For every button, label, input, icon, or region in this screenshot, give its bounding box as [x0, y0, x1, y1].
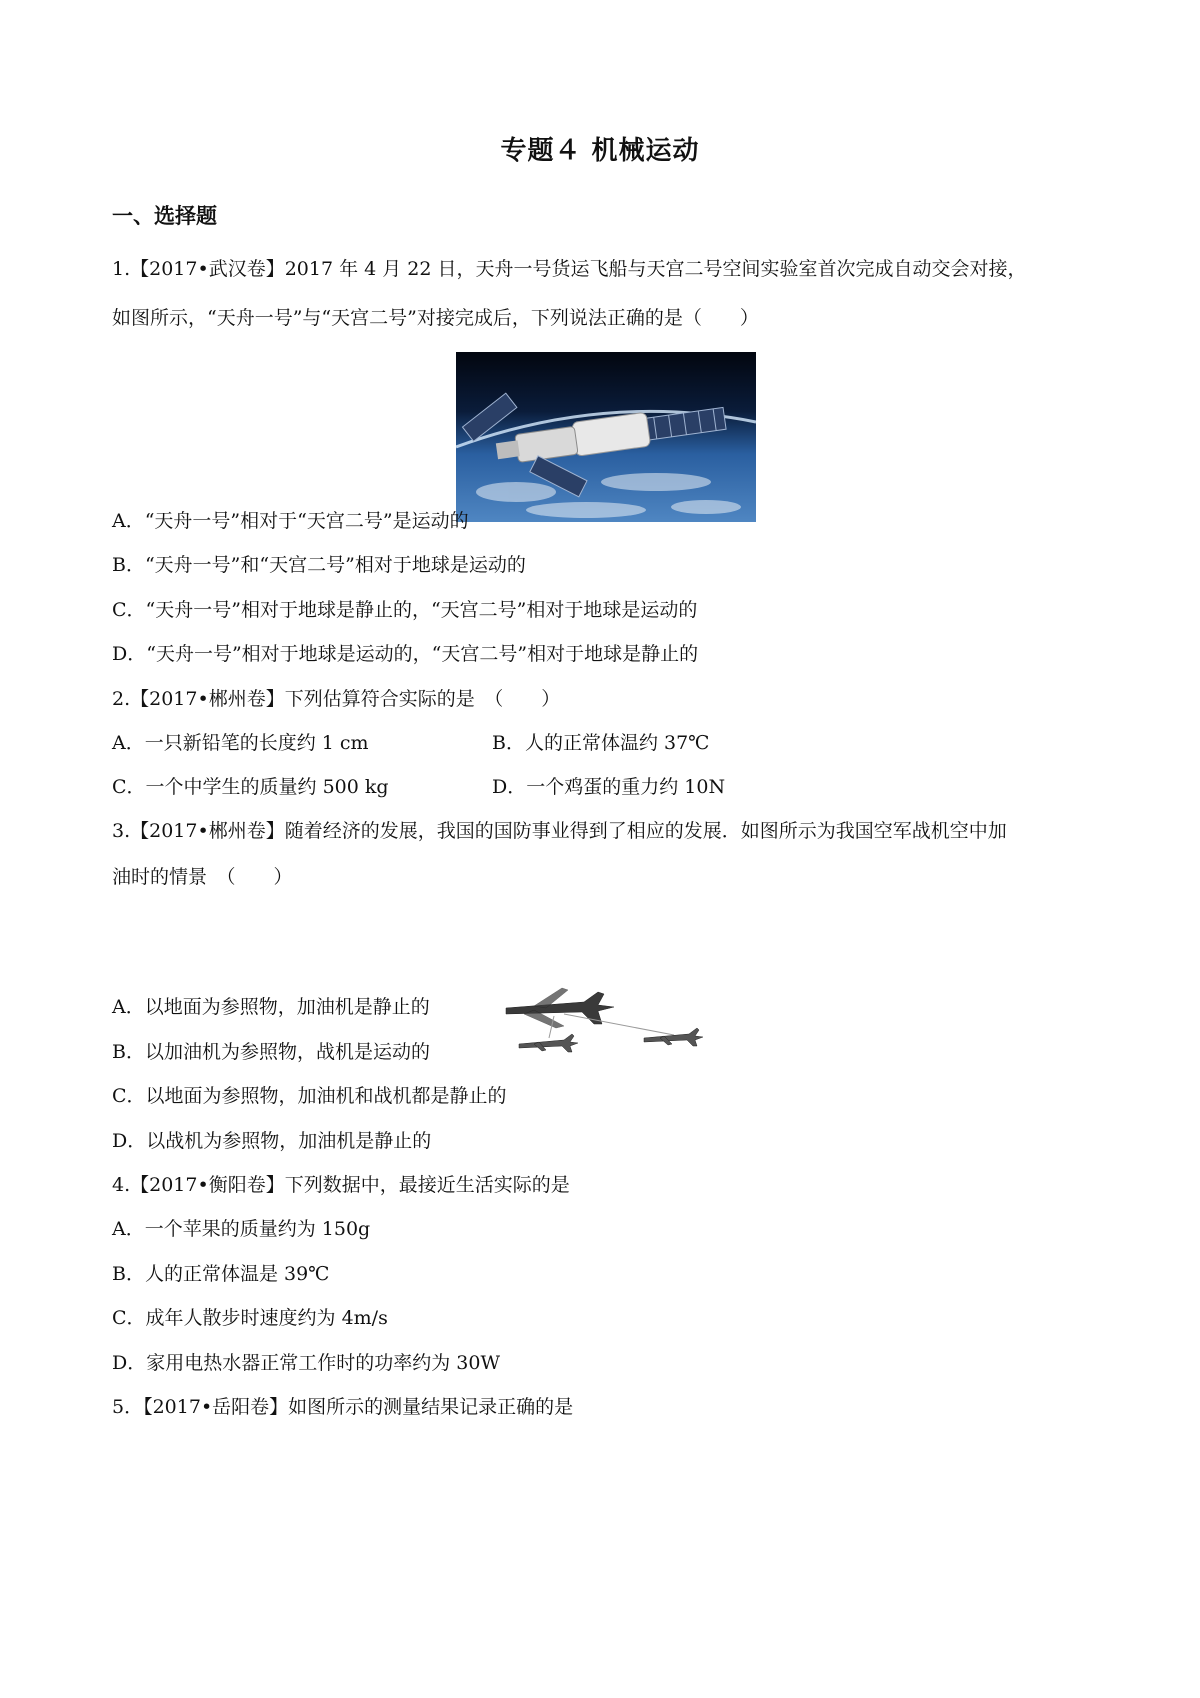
section-heading: 一、选择题 [112, 204, 217, 228]
question-3-option-b: B．以加油机为参照物，战机是运动的 [112, 1041, 430, 1063]
question-1-option-a: A．“天舟一号”相对于“天宫二号”是运动的 [112, 510, 469, 532]
question-1-stem-line-2: 如图所示，“天舟一号”与“天宫二号”对接完成后，下列说法正确的是（ ） [112, 307, 759, 329]
question-1-option-d: D．“天舟一号”相对于地球是运动的，“天宫二号”相对于地球是静止的 [112, 643, 699, 665]
question-3-option-d: D．以战机为参照物，加油机是静止的 [112, 1130, 432, 1152]
question-4-option-a: A．一个苹果的质量约为 150g [112, 1218, 371, 1240]
question-3-stem-line-2: 油时的情景 （ ） [112, 866, 293, 888]
question-1-stem-line-1: 1.【2017•武汉卷】2017 年 4 月 22 日，天舟一号货运飞船与天宫二号空间实验室首次完成自动交会对接， [112, 258, 1027, 280]
question-4-option-b: B．人的正常体温是 39℃ [112, 1263, 330, 1285]
question-1-option-b: B．“天舟一号”和“天宫二号”相对于地球是运动的 [112, 554, 526, 576]
question-2-option-a: A．一只新铅笔的长度约 1 cm [112, 732, 369, 754]
spacecraft-docking-image [456, 352, 756, 522]
question-2-stem: 2.【2017•郴州卷】下列估算符合实际的是 （ ） [112, 688, 561, 710]
question-4-option-c: C．成年人散步时速度约为 4m/s [112, 1307, 388, 1329]
question-2-option-c: C．一个中学生的质量约 500 kg [112, 776, 389, 798]
question-2-option-b: B．人的正常体温约 37℃ [492, 732, 710, 754]
question-3-stem-line-1: 3.【2017•郴州卷】随着经济的发展，我国的国防事业得到了相应的发展．如图所示为我国空军战机空中加 [112, 820, 1007, 842]
question-4-stem: 4.【2017•衡阳卷】下列数据中，最接近生活实际的是 [112, 1174, 570, 1196]
question-3-option-c: C．以地面为参照物，加油机和战机都是静止的 [112, 1085, 507, 1107]
page-title: 专题４ 机械运动 [500, 136, 700, 166]
aerial-refueling-image [494, 980, 714, 1060]
question-5-stem: 5．【2017•岳阳卷】如图所示的测量结果记录正确的是 [112, 1396, 574, 1418]
question-4-option-d: D．家用电热水器正常工作时的功率约为 30W [112, 1352, 500, 1374]
question-1-option-c: C．“天舟一号”相对于地球是静止的，“天宫二号”相对于地球是运动的 [112, 599, 698, 621]
question-2-option-d: D．一个鸡蛋的重力约 10N [492, 776, 726, 798]
question-3-option-a: A．以地面为参照物，加油机是静止的 [112, 996, 430, 1018]
